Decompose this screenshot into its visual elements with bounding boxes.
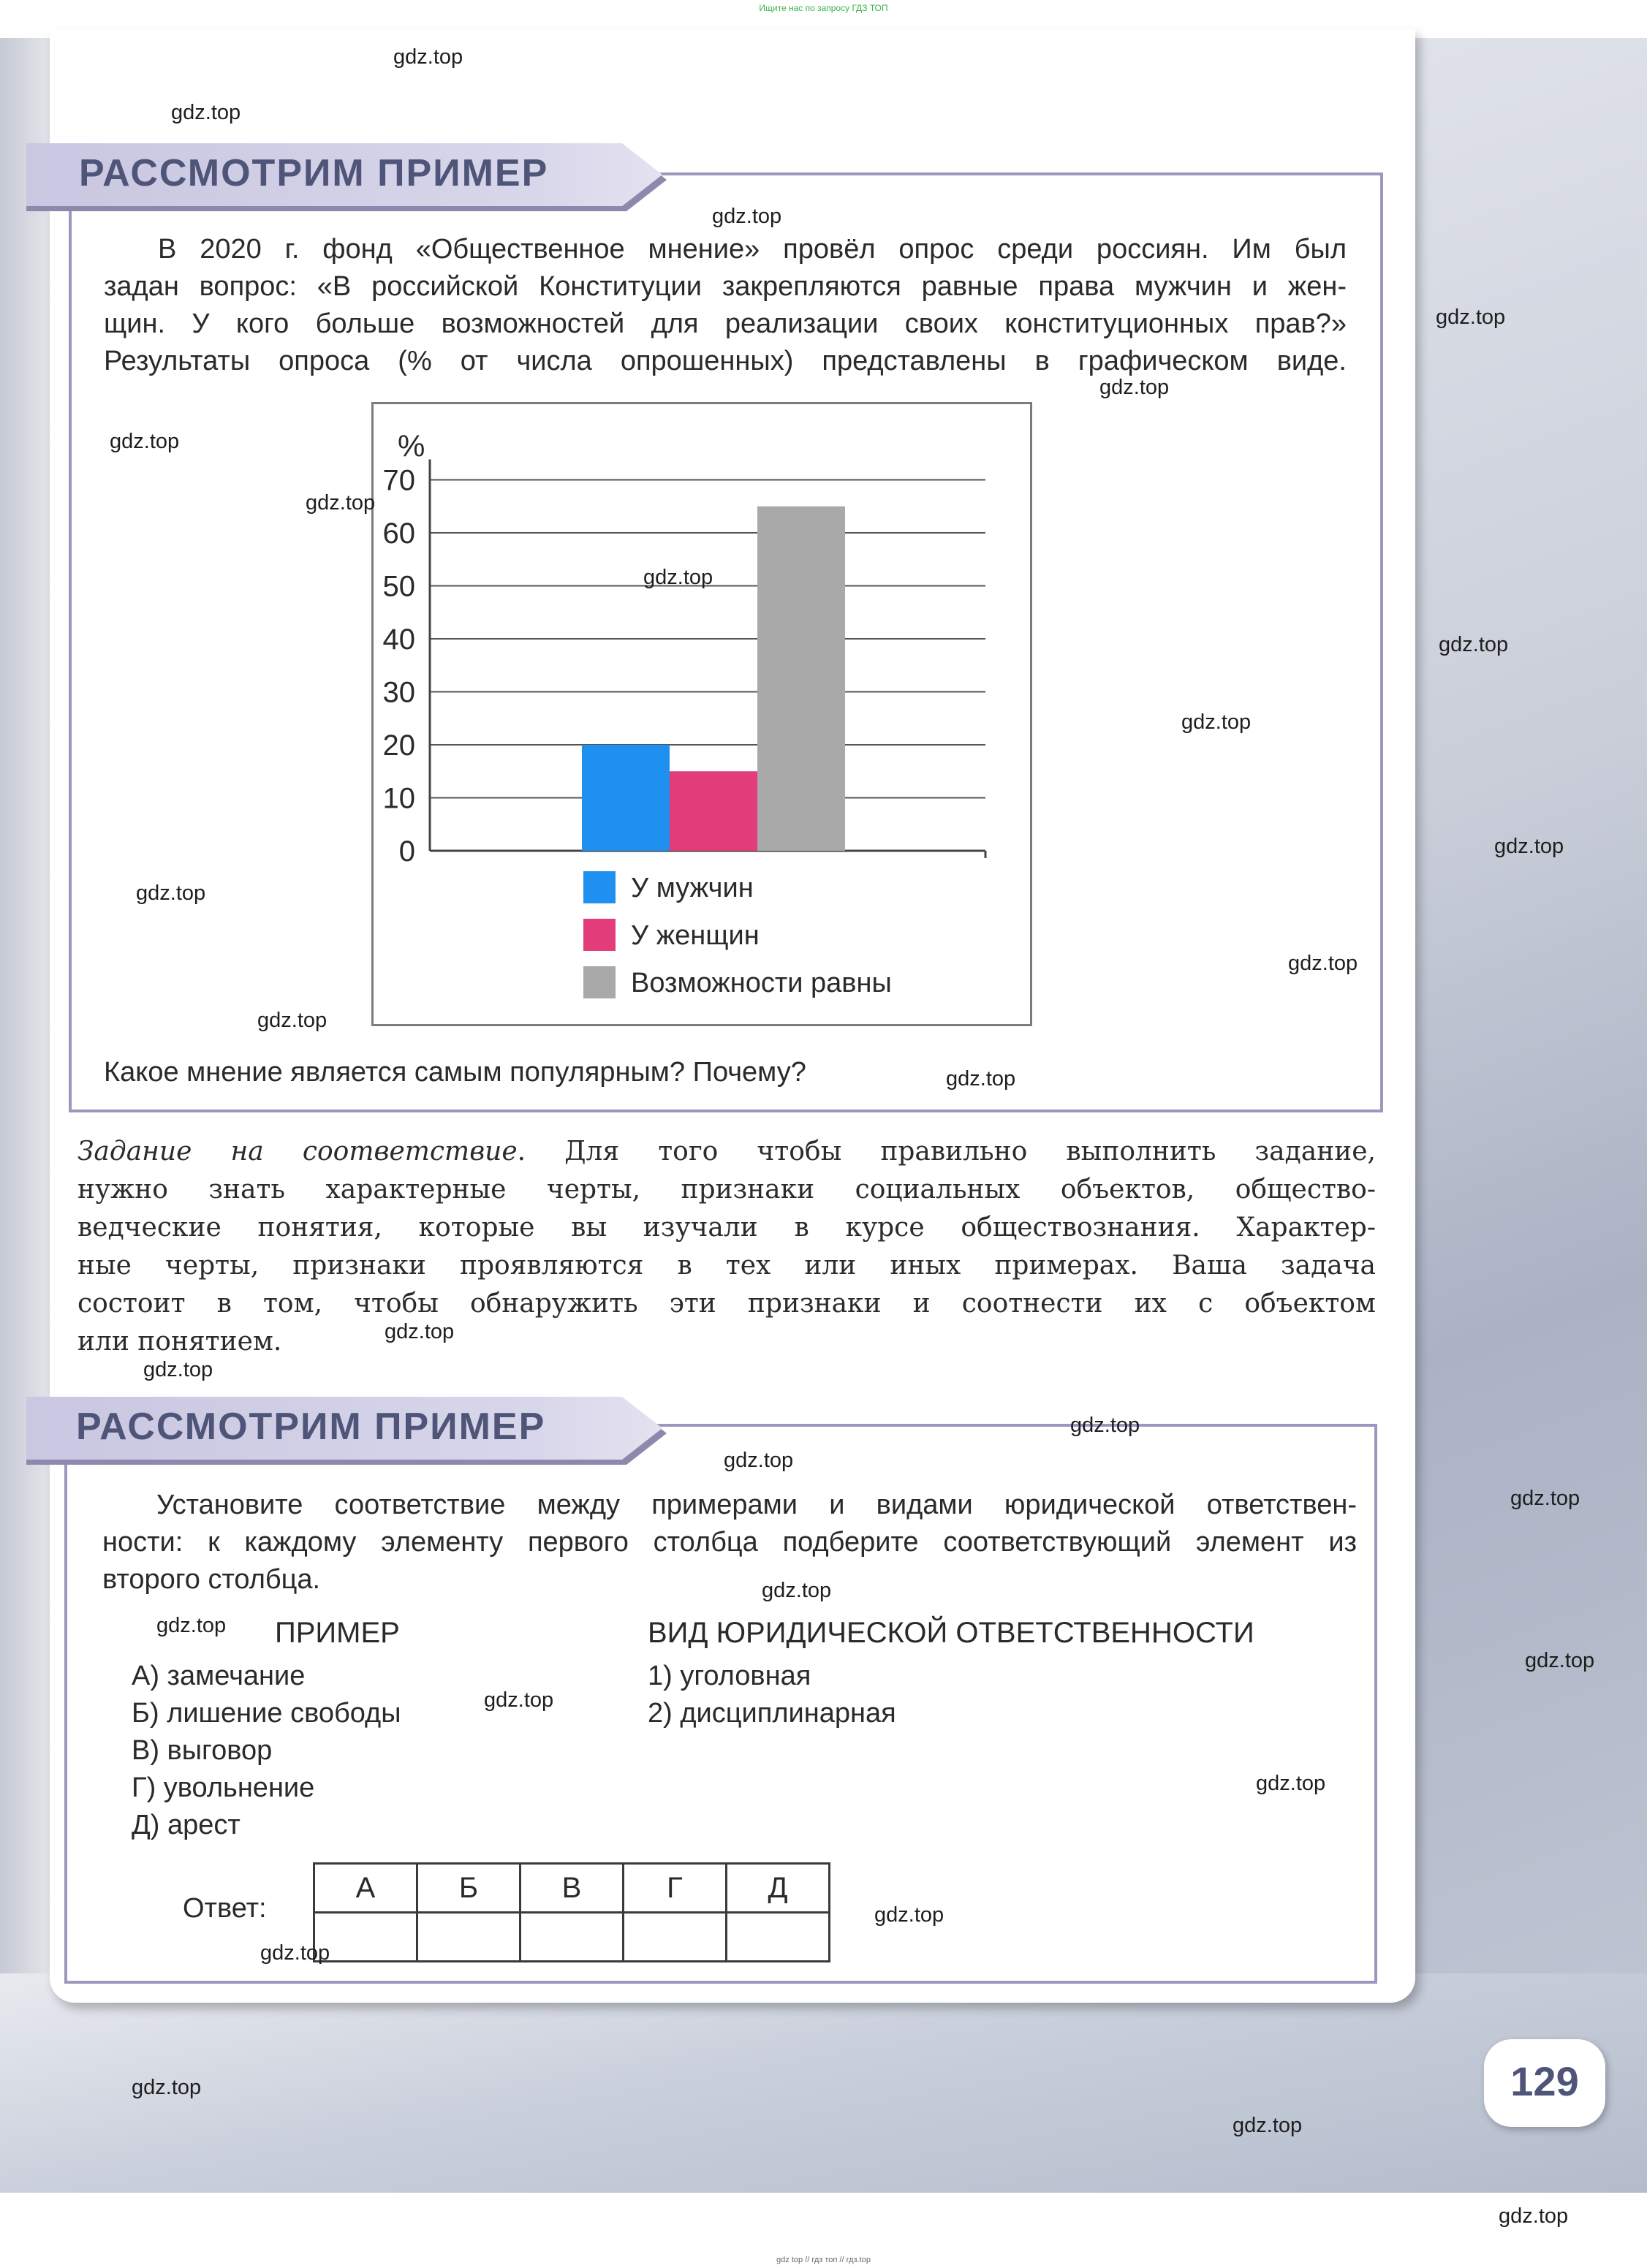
watermark: gdz.top xyxy=(1070,1414,1140,1437)
task-line-3: второго столбца. xyxy=(102,1564,321,1595)
answer-cell-v[interactable] xyxy=(520,1913,624,1962)
y-tick-label: 50 xyxy=(382,570,415,603)
y-tick-label: 60 xyxy=(382,517,415,550)
answer-cell-g[interactable] xyxy=(624,1913,727,1962)
watermark: gdz.top xyxy=(724,1449,794,1472)
survey-line-2: задан вопрос: «В российской Конституции закрепляются равные права мужчин и жен- xyxy=(104,271,1347,302)
answer-label: Ответ: xyxy=(183,1893,267,1924)
example-item-v: В) выговор xyxy=(132,1735,273,1766)
legend-label-1: У мужчин xyxy=(631,873,754,903)
answer-header-row xyxy=(314,1864,830,1913)
task-line-2: ности: к каждому элементу первого столбца подберите соответствующий элемент из xyxy=(102,1527,1357,1558)
survey-line-4: Результаты опроса (% от числа опрошенных) представлены в графическом виде. xyxy=(104,346,1347,376)
y-tick-label: 10 xyxy=(382,782,415,815)
watermark: gdz.top xyxy=(132,2076,202,2099)
kind-item-2: 2) дисциплинарная xyxy=(648,1698,896,1729)
watermark: gdz.top xyxy=(1181,710,1252,734)
watermark: gdz.top xyxy=(946,1067,1016,1091)
matching-line-4: ные черты, признаки проявляются в тех или иных примерах. Ваша задача xyxy=(77,1251,1376,1281)
watermark: gdz.top xyxy=(385,1320,455,1343)
top-note: Ищите нас по запросу ГДЗ ТОП xyxy=(759,3,888,13)
page-left-edge xyxy=(0,38,51,2158)
example-item-d: Д) арест xyxy=(132,1810,241,1840)
task-text xyxy=(102,1487,1357,1598)
example-item-a: А) замечание xyxy=(132,1661,306,1691)
bar-3 xyxy=(757,507,845,851)
matching-line-5: состоит в том, чтобы обнаружить эти признаки и соотнести их с объектом xyxy=(77,1289,1376,1319)
watermark: gdz.top xyxy=(257,1009,327,1032)
survey-text xyxy=(104,231,1347,380)
matching-line-1 xyxy=(77,1133,1376,1171)
watermark: gdz.top xyxy=(1510,1487,1580,1510)
bar-1 xyxy=(582,745,670,851)
answer-header-d: Д xyxy=(727,1864,830,1913)
matching-task-text xyxy=(77,1133,1376,1361)
legend-swatch-3 xyxy=(583,966,616,998)
watermark: gdz.top xyxy=(484,1688,554,1712)
watermark: gdz.top xyxy=(1233,2114,1303,2137)
watermark: gdz.top xyxy=(260,1941,330,1965)
banner-2-title: РАССМОТРИМ ПРИМЕР xyxy=(76,1406,546,1448)
watermark: gdz.top xyxy=(156,1614,227,1637)
background-right xyxy=(1415,38,1647,2158)
answer-header-a: А xyxy=(314,1864,417,1913)
watermark: gdz.top xyxy=(1099,376,1170,399)
watermark: gdz.top xyxy=(1499,2204,1569,2228)
y-tick-label: 0 xyxy=(398,835,415,868)
y-axis-label: % xyxy=(398,428,425,463)
y-tick-label: 40 xyxy=(382,623,415,656)
y-tick-label: 30 xyxy=(382,676,415,709)
answer-input-row xyxy=(314,1913,830,1962)
legend-swatch-2 xyxy=(583,919,616,951)
matching-line-6: или понятием. xyxy=(77,1327,282,1357)
watermark: gdz.top xyxy=(1439,633,1509,656)
watermark: gdz.top xyxy=(393,45,463,69)
example-item-g: Г) увольнение xyxy=(132,1772,315,1803)
watermark: gdz.top xyxy=(110,430,180,453)
answer-cell-b[interactable] xyxy=(417,1913,520,1962)
watermark: gdz.top xyxy=(1494,835,1564,858)
watermark: gdz.top xyxy=(874,1903,944,1927)
task-line-1: Установите соответствие между примерами и видами юридической ответствен- xyxy=(156,1490,1357,1520)
legend-label-2: У женщин xyxy=(631,920,760,951)
watermark: gdz.top xyxy=(1436,306,1506,329)
page-number: 129 xyxy=(1510,2058,1579,2104)
survey-line-3: щин. У кого больше возможностей для реализации своих конституционных прав?» xyxy=(104,308,1347,339)
matching-line-2: нужно знать характерные черты, признаки социальных объектов, общество- xyxy=(77,1175,1376,1205)
watermark: gdz.top xyxy=(1525,1649,1595,1672)
answer-table xyxy=(313,1862,830,1962)
example-item-b: Б) лишение свободы xyxy=(132,1698,401,1729)
answer-header-b: Б xyxy=(417,1864,520,1913)
bottom-note: gdz top // гдз топ // гдз.top xyxy=(776,2256,871,2264)
matching-lead: Задание на соответствие xyxy=(77,1137,518,1167)
column-header-example: ПРИМЕР xyxy=(275,1617,400,1649)
column-header-kind: ВИД ЮРИДИЧЕСКОЙ ОТВЕТСТВЕННОСТИ xyxy=(648,1617,1254,1649)
legend-label-3: Возможности равны xyxy=(631,968,892,998)
watermark: gdz.top xyxy=(712,205,782,228)
watermark: gdz.top xyxy=(143,1358,213,1381)
watermark: gdz.top xyxy=(136,881,206,905)
watermark: gdz.top xyxy=(306,491,376,515)
kind-item-1: 1) уголовная xyxy=(648,1661,811,1691)
survey-chart xyxy=(371,402,1032,1026)
answer-header-v: В xyxy=(520,1864,624,1913)
bar-2 xyxy=(670,771,757,851)
legend-swatch-1 xyxy=(583,871,616,903)
watermark: gdz.top xyxy=(1288,952,1358,975)
answer-cell-d[interactable] xyxy=(727,1913,830,1962)
matching-line-1-rest: . Для того чтобы правильно выполнить задание, xyxy=(517,1137,1376,1167)
survey-line-1: В 2020 г. фонд «Общественное мнение» провёл опрос среди россиян. Им был xyxy=(158,234,1347,265)
banner-1-title: РАССМОТРИМ ПРИМЕР xyxy=(79,152,549,194)
answer-header-g: Г xyxy=(624,1864,727,1913)
watermark: gdz.top xyxy=(762,1579,832,1602)
watermark: gdz.top xyxy=(1256,1772,1326,1795)
watermark: gdz.top xyxy=(171,101,241,124)
matching-line-3: ведческие понятия, которые вы изучали в курсе обществознания. Характер- xyxy=(77,1213,1376,1243)
question-text: Какое мнение является самым популярным? Почему? xyxy=(104,1057,806,1088)
watermark: gdz.top xyxy=(643,566,713,589)
background-bottom xyxy=(0,1973,1647,2193)
y-tick-label: 70 xyxy=(382,464,415,497)
y-tick-label: 20 xyxy=(382,729,415,762)
